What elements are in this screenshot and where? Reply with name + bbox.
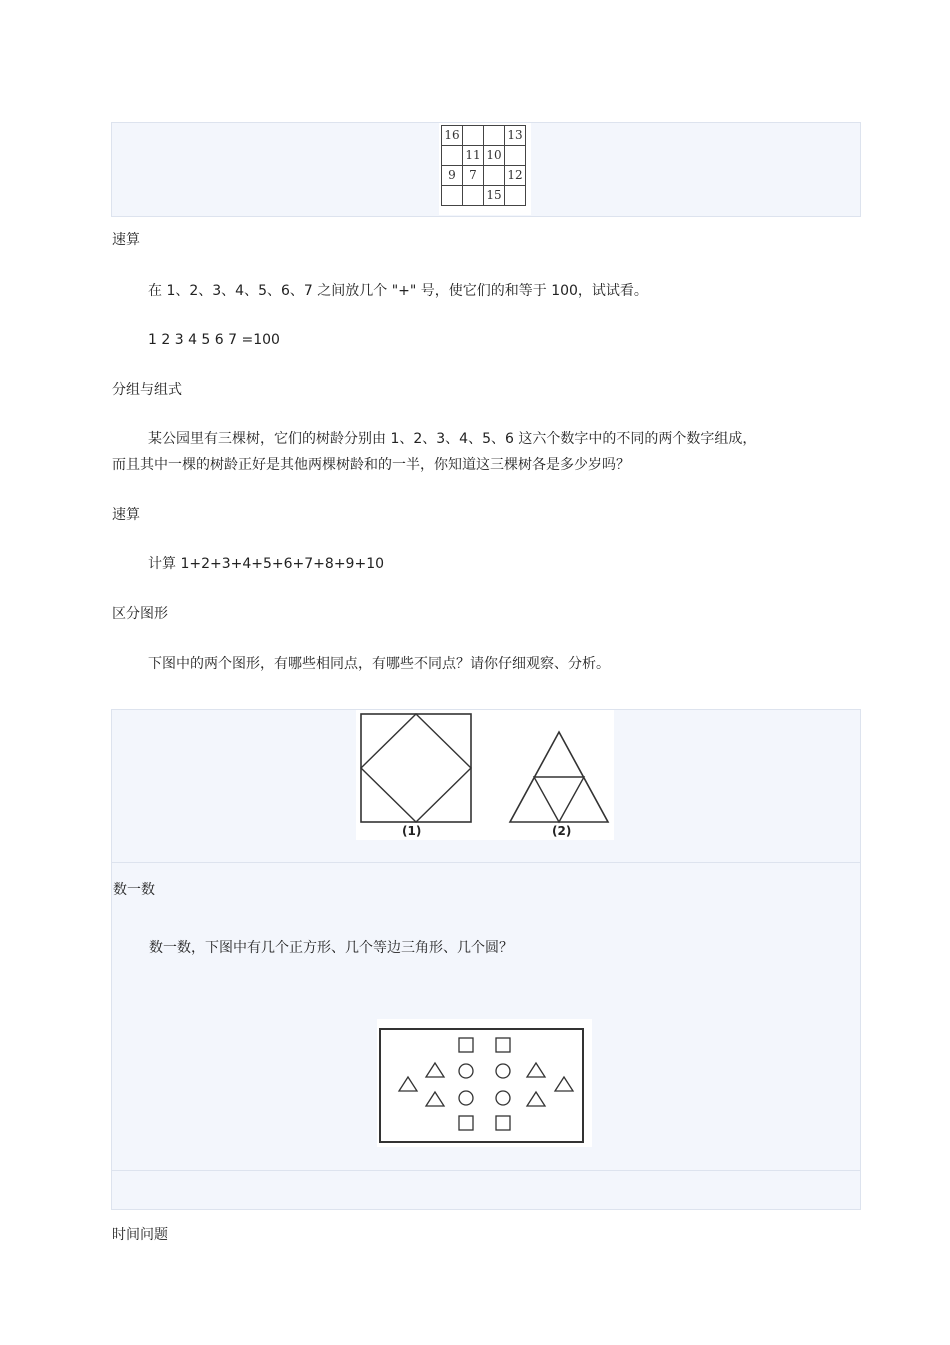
magic-cell: 11 xyxy=(463,146,484,166)
two-figures-image xyxy=(356,710,614,840)
magic-square-image xyxy=(439,123,531,215)
triangle-shape xyxy=(399,1077,417,1091)
magic-cell xyxy=(505,186,526,206)
counting-figure-image xyxy=(377,1019,592,1147)
triangle-shape xyxy=(555,1077,573,1091)
section-heading: 数一数 xyxy=(113,882,155,898)
magic-cell: 10 xyxy=(484,146,505,166)
triangle-shape xyxy=(527,1092,545,1106)
problem-text: 数一数，下图中有几个正方形、几个等边三角形、几个圆？ xyxy=(149,940,513,956)
magic-cell: 16 xyxy=(442,126,463,146)
counting-figure-drawing xyxy=(377,1019,592,1147)
figure1-square xyxy=(361,714,471,822)
section-heading: 速算 xyxy=(112,232,140,248)
square-shape xyxy=(459,1038,473,1052)
figure-panel-magic-square xyxy=(111,122,861,217)
magic-cell: 13 xyxy=(505,126,526,146)
figure-label-2: (2) xyxy=(552,824,572,838)
figure-panel-counting xyxy=(111,862,861,1171)
figure-label-1: (1) xyxy=(402,824,422,838)
problem-text: 在 1、2、3、4、5、6、7 之间放几个 "+" 号，使它们的和等于 100，试试看。 xyxy=(148,283,648,299)
magic-square-grid xyxy=(441,125,526,206)
circle-shape xyxy=(459,1064,473,1078)
section-heading: 区分图形 xyxy=(112,606,168,622)
circle-shape xyxy=(459,1091,473,1105)
problem-text: 某公园里有三棵树，它们的树龄分别由 1、2、3、4、5、6 这六个数字中的不同的两个数字组成， xyxy=(148,431,757,447)
problem-text: 而且其中一棵的树龄正好是其他两棵树龄和的一半，你知道这三棵树各是多少岁吗？ xyxy=(112,457,630,473)
magic-cell: 15 xyxy=(484,186,505,206)
magic-cell xyxy=(442,146,463,166)
magic-cell xyxy=(505,146,526,166)
magic-cell xyxy=(463,126,484,146)
triangle-shape xyxy=(426,1092,444,1106)
counting-frame xyxy=(380,1029,583,1142)
figure2-inner-triangle xyxy=(534,777,584,822)
magic-cell: 9 xyxy=(442,166,463,186)
circle-shape xyxy=(496,1064,510,1078)
magic-cell xyxy=(463,186,484,206)
square-shape xyxy=(496,1116,510,1130)
figure1-diamond xyxy=(361,714,471,822)
section-heading: 速算 xyxy=(112,507,140,523)
magic-cell: 12 xyxy=(505,166,526,186)
problem-text: 1 2 3 4 5 6 7 =100 xyxy=(148,332,280,348)
magic-cell xyxy=(442,186,463,206)
square-shape xyxy=(496,1038,510,1052)
triangle-shape xyxy=(426,1063,444,1077)
magic-cell xyxy=(484,126,505,146)
triangle-shape xyxy=(527,1063,545,1077)
two-figures-drawing xyxy=(356,710,614,840)
magic-cell xyxy=(484,166,505,186)
circle-shape xyxy=(496,1091,510,1105)
section-heading: 分组与组式 xyxy=(112,382,182,398)
problem-text: 计算 1+2+3+4+5+6+7+8+9+10 xyxy=(148,556,385,572)
problem-text: 下图中的两个图形，有哪些相同点，有哪些不同点？请你仔细观察、分析。 xyxy=(148,656,610,672)
figure-panel-shapes xyxy=(111,709,861,863)
section-heading: 时间问题 xyxy=(112,1227,168,1243)
empty-panel xyxy=(111,1170,861,1210)
square-shape xyxy=(459,1116,473,1130)
magic-cell: 7 xyxy=(463,166,484,186)
